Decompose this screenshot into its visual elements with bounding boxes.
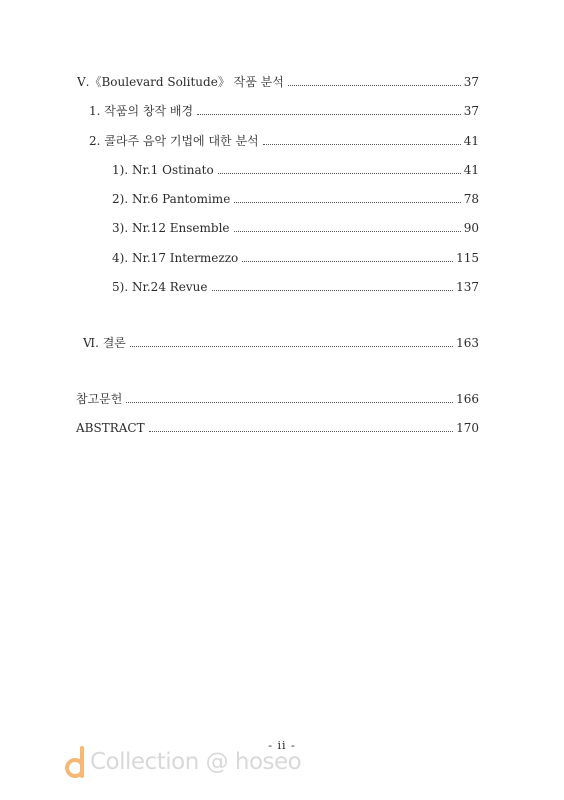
toc-leader-dots xyxy=(197,114,461,115)
toc-entry-page: 166 xyxy=(456,392,479,406)
toc-leader-dots xyxy=(263,144,461,145)
toc-entry-label: 5). Nr.24 Revue xyxy=(112,280,208,294)
toc-leader-dots xyxy=(218,173,461,174)
toc-entry-page: 115 xyxy=(456,251,479,265)
toc-leader-dots xyxy=(288,85,461,86)
toc-entry-page: 41 xyxy=(463,134,479,148)
toc-entry-page: 137 xyxy=(456,280,479,294)
toc-entry-ch5 xyxy=(77,74,479,90)
toc-entry-label: 4). Nr.17 Intermezzo xyxy=(112,251,239,265)
toc-entry-label: Ⅵ. 결론 xyxy=(83,336,126,350)
toc-leader-dots xyxy=(234,202,460,203)
toc-leader-dots xyxy=(149,431,453,432)
toc-entry-label: 3). Nr.12 Ensemble xyxy=(112,221,230,235)
toc-entry-ch5-1 xyxy=(89,103,479,119)
toc-entry-label: 1). Nr.1 Ostinato xyxy=(112,163,214,177)
toc-entry-page: 37 xyxy=(463,104,479,118)
toc-entry-label: 2). Nr.6 Pantomime xyxy=(112,192,231,206)
dcollection-watermark xyxy=(62,746,301,778)
toc-entry-ch5-2-2 xyxy=(112,191,479,207)
toc-entry-page: 41 xyxy=(463,163,479,177)
toc-entry-ch5-2-3 xyxy=(112,220,479,236)
toc-entry-page: 78 xyxy=(463,192,479,206)
toc-leader-dots xyxy=(212,290,454,291)
toc-entry-label: 참고문헌 xyxy=(76,392,123,406)
toc-entry-ch5-2-5 xyxy=(112,279,479,295)
toc-leader-dots xyxy=(242,261,453,262)
toc-entry-ch6 xyxy=(83,335,479,351)
toc-entry-references xyxy=(76,391,479,407)
watermark-text: Collection @ hoseo xyxy=(90,749,302,775)
toc-entry-page: 90 xyxy=(463,221,479,235)
page-number: - ii - xyxy=(268,739,296,752)
toc-entry-label: ABSTRACT xyxy=(76,421,145,435)
toc-entry-ch5-2-1 xyxy=(112,162,479,178)
toc-entry-ch5-2-4 xyxy=(112,250,479,266)
toc-entry-page: 170 xyxy=(456,421,479,435)
toc-entry-label: 2. 콜라주 음악 기법에 대한 분석 xyxy=(89,134,259,148)
toc-entry-page: 163 xyxy=(456,336,479,350)
toc-entry-abstract xyxy=(76,420,479,436)
toc-entry-page: 37 xyxy=(463,75,479,89)
toc-leader-dots xyxy=(126,402,453,403)
dcollection-logo-icon xyxy=(62,746,88,778)
toc-entry-label: 1. 작품의 창작 배경 xyxy=(89,104,194,118)
toc-entry-ch5-2 xyxy=(89,133,479,149)
toc-leader-dots xyxy=(234,231,461,232)
toc-entry-label: Ⅴ.《Boulevard Solitude》 작품 분석 xyxy=(77,75,284,89)
toc-leader-dots xyxy=(130,346,453,347)
